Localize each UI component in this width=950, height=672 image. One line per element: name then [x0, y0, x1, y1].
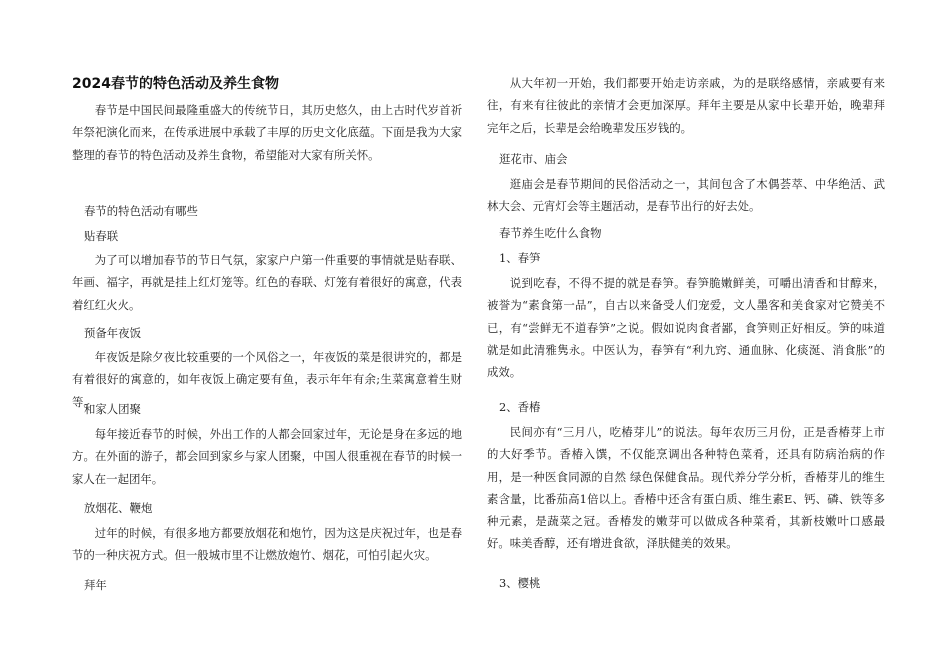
page-title: 2024春节的特色活动及养生食物	[72, 76, 279, 92]
subheading-dinner: 预备年夜饭	[84, 326, 141, 340]
subheading-reunion: 和家人团聚	[84, 402, 141, 416]
intro-paragraph: 春节是中国民间最隆重盛大的传统节日，其历史悠久，由上古时代岁首祈年祭祀演化而来，在传承进展中承载了丰厚的历史文化底蕴。下面是我为大家整理的春节的特色活动及养生食物，希望能对大家有所关怀。	[72, 103, 462, 162]
paragraph-toon: 民间亦有“三月八，吃椿芽儿”的说法。每年农历三月份，正是香椿芽上市的大好季节。香椿入馔，不仅能烹调出各种特色菜肴，还具有防病治病的作用，是一种医食同源的自然 绿色保健食品。现代养分学分析，香椿芽儿的维生素含量，比番茄高1倍以上。香椿中还含有蛋白质、维生素E、钙、磷、铁等多种元素，是蔬菜之冠。香椿发的嫩芽可以做成各种菜肴，其新枝嫩叶口感最好。味美香醇，还有增进食欲，泽肤健美的效果。	[487, 425, 885, 551]
paragraph-reunion: 每年接近春节的时候，外出工作的人都会回家过年，无论是身在多远的地方。在外面的游子，都会回到家乡与家人团聚，中国人很重视在春节的时候一家人在一起团年。	[72, 427, 462, 486]
section-heading-foods: 春节养生吃什么食物	[499, 226, 602, 240]
subheading-new-year-visits: 拜年	[84, 578, 107, 592]
section-heading-activities: 春节的特色活动有哪些	[84, 204, 198, 218]
food-item-heading-3: 3、樱桃	[499, 576, 541, 590]
subheading-fireworks: 放烟花、鞭炮	[84, 501, 153, 515]
paragraph-fireworks: 过年的时候，有很多地方都要放烟花和炮竹，因为这是庆祝过年，也是春节的一种庆祝方式。但一般城市里不让燃放炮竹、烟花，可怕引起火灾。	[72, 526, 462, 563]
paragraph-temple-fair: 逛庙会是春节期间的民俗活动之一，其间包含了木偶荟萃、中华绝活、武林大会、元宵灯会等主题活动，是春节出行的好去处。	[487, 177, 885, 214]
food-item-heading-2: 2、香椿	[499, 400, 541, 414]
paragraph-visits: 从大年初一开始，我们都要开始走访亲戚，为的是联络感情，亲戚要有来往，有来有往彼此的亲情才会更加深厚。拜年主要是从家中长辈开始，晚辈拜完年之后，长辈是会给晚辈发压岁钱的。	[487, 76, 885, 135]
subheading-couplets: 贴春联	[84, 229, 119, 243]
food-item-heading-1: 1、春笋	[499, 251, 541, 265]
subheading-temple-fair: 逛花市、庙会	[499, 152, 568, 166]
paragraph-dinner: 年夜饭是除夕夜比较重要的一个风俗之一，年夜饭的菜是很讲究的，都是有着很好的寓意的，如年夜饭上确定要有鱼，表示年年有余;生菜寓意着生财等。	[72, 350, 462, 409]
paragraph-bamboo-shoots: 说到吃春，不得不提的就是春笋。春笋脆嫩鲜美，可嚼出清香和甘醇来，被誉为“素食第一品”，自古以来备受人们宠爱，文人墨客和美食家对它赞美不已，有“尝鲜无不道春笋”之说。假如说肉食者鄙，食笋则正好相反。笋的味道就是如此清雅隽永。中医认为，春笋有“利九窍、通血脉、化痰涎、消食胀”的成效。	[487, 276, 885, 380]
paragraph-couplets: 为了可以增加春节的节日气氛，家家户户第一件重要的事情就是贴春联、年画、福字，再就是挂上红灯笼等。红色的春联、灯笼有着很好的寓意，代表着红红火火。	[72, 253, 462, 312]
